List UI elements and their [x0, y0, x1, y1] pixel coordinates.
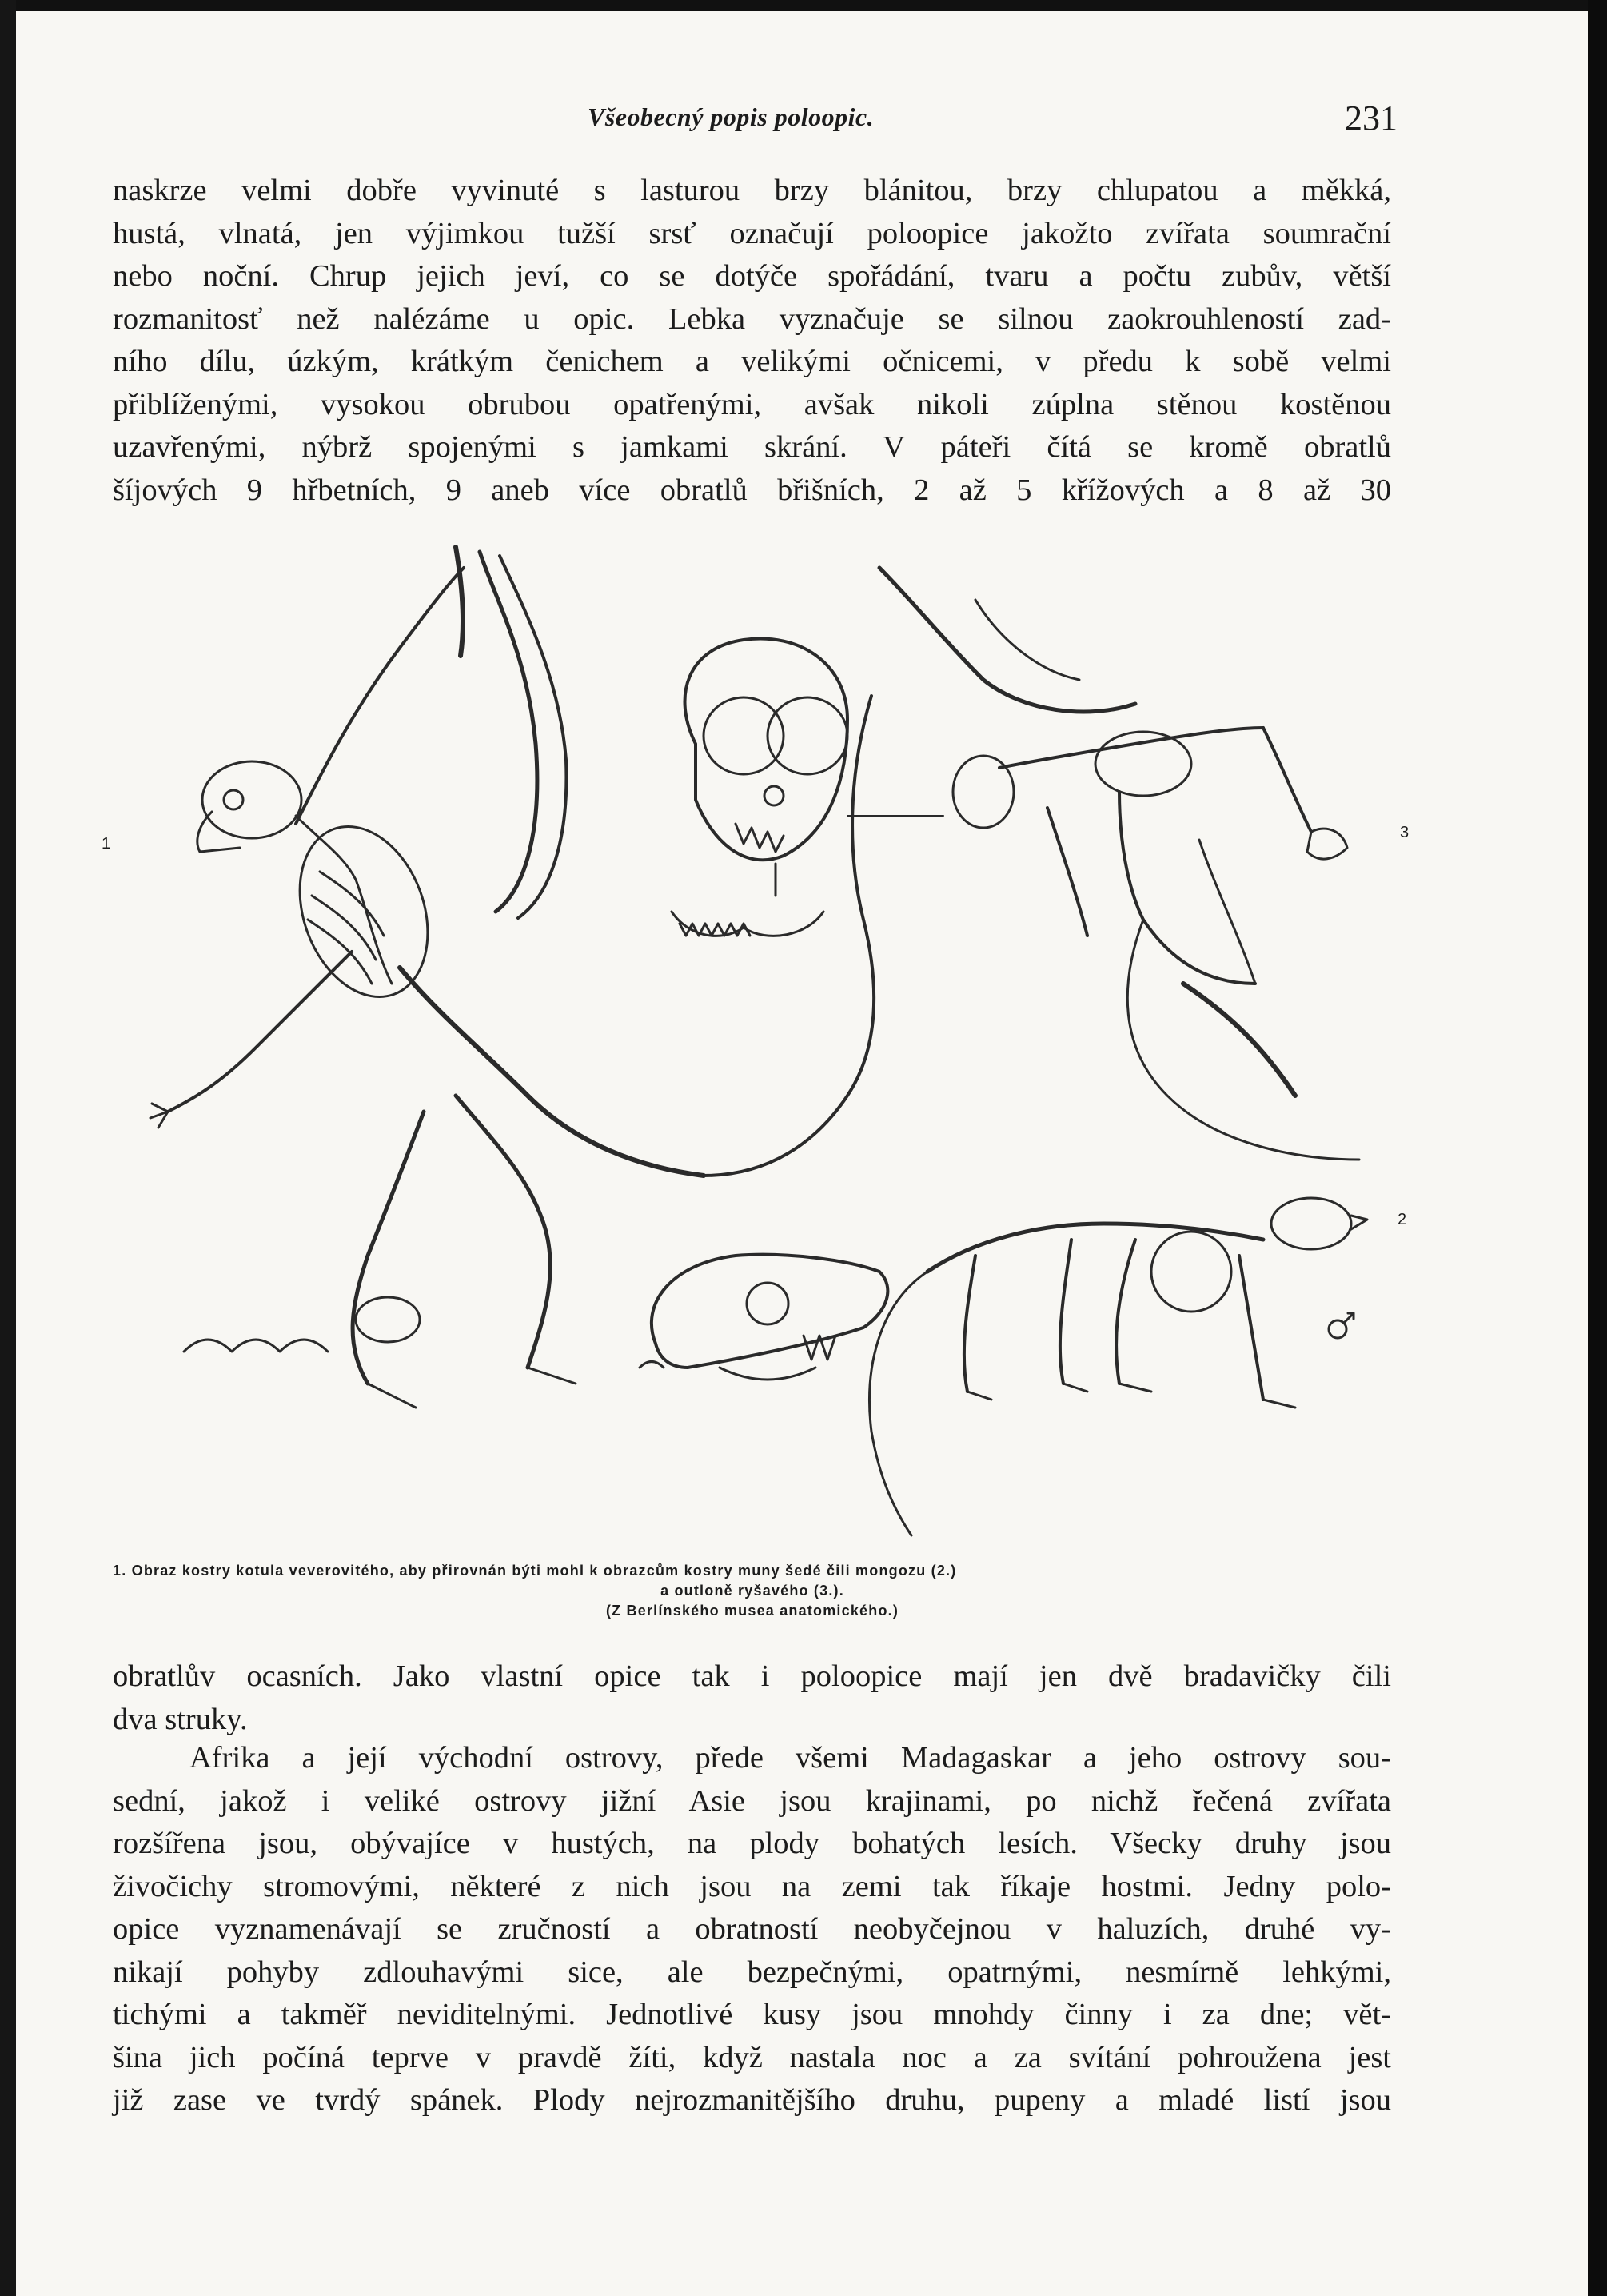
caption-line: 1. Obraz kostry kotula veverovitého, aby přirovnán býti mohl k obrazcům kostry muny šedé čili mongozu (2.) [113, 1563, 957, 1579]
text-line: šina jich počíná teprve v pravdě žíti, když nastala noc a za svítání pohroužena jest [113, 2040, 1391, 2074]
text-line: šíjových 9 hřbetních, 9 aneb více obratlů břišních, 2 až 5 křížových a 8 až 30 [113, 473, 1391, 507]
text-line: dva struky. [113, 1702, 248, 1736]
scan-edge-right [1588, 0, 1607, 2296]
lemur-skeleton [150, 547, 874, 1408]
skeleton-illustration [80, 536, 1423, 1559]
male-symbol-icon [1329, 1313, 1354, 1338]
text-line: nikají pohyby zdlouhavými sice, ale bezpečnými, opatrnými, nesmírně lehkými, [113, 1955, 1391, 1989]
running-title: Všeobecný popis poloopic. [588, 102, 875, 131]
skull-side-view [640, 1255, 887, 1380]
paragraph-mid [113, 1655, 1391, 1741]
scan-edge-top [0, 0, 1607, 11]
caption-source: (Z Berlínského musea anatomického.) [605, 1603, 899, 1619]
skeleton-figure [80, 536, 1423, 1559]
text-line: sední, jakož i veliké ostrovy jižní Asie jsou krajinami, po nichž řečená zvířata [113, 1783, 1391, 1818]
figure-caption [113, 1561, 1392, 1621]
text-line: rozšířena jsou, obývajíce v hustých, na plody bohatých lesích. Všecky druhy jsou [113, 1827, 1391, 1860]
text-line: opice vyznamenávají se zručností a obratností neobyčejnou v haluzích, druhé vy- [113, 1912, 1391, 1946]
text-line: rozmanitosť než nalézáme u opic. Lebka vyznačuje se silnou zaokrouhleností zad- [113, 301, 1391, 336]
figure-mark-1: 1 [102, 835, 111, 853]
scan-edge-left [0, 0, 16, 2296]
text-line: přiblíženými, vysokou obrubou opatřenými, avšak nikoli zúplna stěnou kostěnou [113, 387, 1391, 421]
figure-mark-2: 2 [1398, 1211, 1407, 1228]
text-line: nebo noční. Chrup jejich jeví, co se dotýče spořádání, tvaru a počtu zubův, větší [113, 259, 1391, 293]
text-line: již zase ve tvrdý spánek. Plody nejrozmanitějšího druhu, pupeny a mladé listí jsou [113, 2083, 1391, 2117]
figure-mark-3: 3 [1400, 824, 1410, 841]
text-line: hustá, vlnatá, jen výjimkou tužší srsť označují poloopice jakožto zvířata soumrační [113, 216, 1391, 250]
paragraph-bottom [113, 1737, 1391, 2122]
skull-front-view [672, 638, 847, 936]
text-line: Afrika a její východní ostrovy, přede všemi Madagaskar a jeho ostrovy sou- [189, 1741, 1391, 1775]
caption-line: a outloně ryšavého (3.). [660, 1583, 844, 1599]
text-line: živočichy stromovými, některé z nich jsou na zemi tak říkaje hostmi. Jedny polo- [113, 1869, 1391, 1903]
text-line: uzavřenými, nýbrž spojenými s jamkami skrání. V páteři čítá se kromě obratlů [113, 430, 1391, 464]
page-number: 231 [1345, 98, 1398, 138]
paragraph-top [113, 170, 1391, 512]
text-line: tichými a takměř neviditelnými. Jednotlivé kusy jsou mnohdy činny i za dne; vět- [113, 1998, 1391, 2031]
text-line: obratlův ocasních. Jako vlastní opice tak i poloopice mají jen dvě bradavičky čili [113, 1659, 1391, 1693]
loris-skeleton [847, 568, 1359, 1160]
text-line: ního dílu, úzkým, krátkým čenichem a velikými očnicemi, v předu k sobě velmi [113, 345, 1391, 378]
text-line: naskrze velmi dobře vyvinuté s lasturou brzy blánitou, brzy chlupatou a měkká, [113, 174, 1391, 207]
mongoose-skeleton [870, 1198, 1367, 1535]
